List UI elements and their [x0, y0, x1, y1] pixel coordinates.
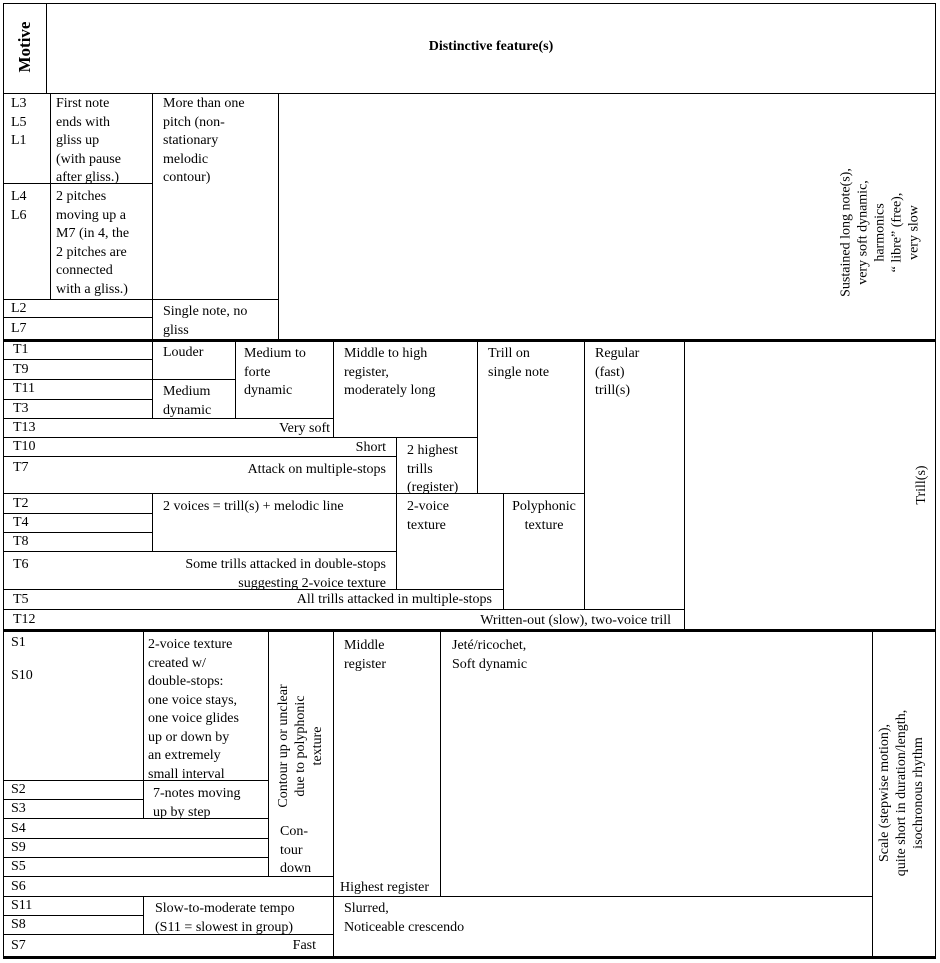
motive-id-t5: T5 [13, 592, 29, 607]
feature-contour-up: Contour up or unclear due to polyphonic texture [276, 684, 325, 808]
feature-m7: 2 pitches moving up a M7 (in 4, the 2 pitches are connected with a gliss.) [56, 189, 130, 297]
feature-single-note: Single note, no gliss [163, 304, 248, 338]
motive-id-t11: T11 [13, 381, 36, 396]
feature-medium-to-forte: Medium to forte dynamic [244, 346, 306, 398]
motive-id-t13: T13 [13, 420, 36, 435]
feature-jete-ricochet: Jeté/ricochet, Soft dynamic [452, 638, 528, 672]
motive-id-l2: L2 [11, 301, 27, 316]
motive-id-t2: T2 [13, 496, 29, 511]
motive-id-s7: S7 [11, 938, 26, 953]
feature-two-voices-trill-melodic: 2 voices = trill(s) + melodic line [163, 499, 344, 514]
column-header-motive: Motive [15, 21, 34, 73]
feature-two-voice-double-stops: 2-voice texture created w/ double-stops: one voice stays, one voice glides up or down by an extremely small interval [148, 637, 239, 782]
motive-id-s10: S10 [11, 668, 33, 683]
motive-id-t6: T6 [13, 557, 29, 572]
feature-very-soft: Very soft [279, 421, 330, 436]
motive-id-t12: T12 [13, 612, 36, 627]
feature-more-than-one-pitch: More than one pitch (non- stationary melodic contour) [163, 96, 245, 185]
group-label-sustained: Sustained long note(s), very soft dynamic, harmonics “ libre” (free), very slow [838, 168, 922, 297]
feature-short: Short [355, 440, 386, 455]
feature-highest-register: Highest register [339, 880, 429, 895]
feature-slow-to-moderate-tempo: Slow-to-moderate tempo (S11 = slowest in group) [155, 901, 295, 935]
group-label-trills: Trill(s) [914, 465, 929, 505]
motive-id-s6: S6 [11, 879, 26, 894]
motive-ids-l3-l5-l1: L3 L5 L1 [11, 96, 27, 148]
feature-some-trills-double-stops: Some trills attacked in double-stops suggesting 2-voice texture [185, 557, 386, 591]
feature-two-voice-texture: 2-voice texture [407, 499, 449, 533]
feature-gliss-up: First note ends with gliss up (with pause after gliss.) [56, 96, 121, 185]
motive-id-s3: S3 [11, 801, 26, 816]
motive-id-s11: S11 [11, 898, 33, 913]
feature-polyphonic-texture: Polyphonic texture [512, 499, 576, 533]
feature-middle-to-high-register: Middle to high register, moderately long [344, 346, 436, 398]
motive-id-l7: L7 [11, 321, 27, 336]
motive-id-t3: T3 [13, 401, 29, 416]
feature-middle-register: Middle register [344, 638, 386, 672]
motive-id-s2: S2 [11, 782, 26, 797]
motive-id-t7: T7 [13, 460, 29, 475]
feature-written-out-trill: Written-out (slow), two-voice trill [480, 613, 671, 628]
motive-id-t4: T4 [13, 515, 29, 530]
feature-regular-trills: Regular (fast) trill(s) [595, 346, 640, 398]
motive-id-s9: S9 [11, 840, 26, 855]
feature-all-trills-multiple-stops: All trills attacked in multiple-stops [296, 592, 492, 607]
motive-id-s4: S4 [11, 821, 26, 836]
feature-medium-dynamic: Medium dynamic [163, 384, 212, 418]
group-label-scale: Scale (stepwise motion), quite short in duration/length, isochronous rhythm [877, 709, 926, 877]
motive-id-t1: T1 [13, 342, 29, 357]
feature-seven-notes: 7-notes moving up by step [153, 786, 241, 820]
motive-id-t9: T9 [13, 362, 29, 377]
motive-id-s5: S5 [11, 859, 26, 874]
feature-slurred-crescendo: Slurred, Noticeable crescendo [344, 901, 465, 935]
feature-trill-single-note: Trill on single note [488, 346, 550, 380]
motive-id-t8: T8 [13, 534, 29, 549]
feature-fast: Fast [292, 938, 316, 953]
motive-id-s1: S1 [11, 635, 26, 650]
column-header-features: Distinctive feature(s) [428, 39, 554, 54]
feature-louder: Louder [163, 345, 204, 360]
feature-contour-down: Con- tour down [280, 824, 312, 876]
motive-id-s8: S8 [11, 917, 26, 932]
motive-ids-l4-l6: L4 L6 [11, 189, 27, 223]
feature-attack-multiple-stops: Attack on multiple-stops [247, 462, 386, 477]
motive-id-t10: T10 [13, 439, 36, 454]
feature-two-highest-trills: 2 highest trills (register) [407, 443, 459, 495]
